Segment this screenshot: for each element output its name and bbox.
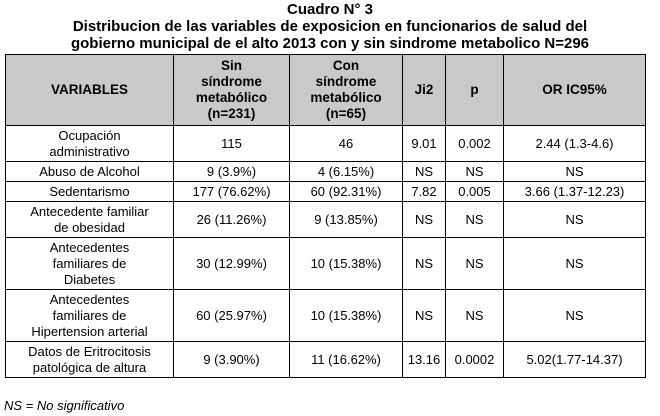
header-line: metabólico	[310, 90, 382, 105]
cell-p: NS	[446, 162, 504, 182]
cell-ji2: NS	[403, 162, 446, 182]
variable-line: administrativo	[49, 143, 130, 159]
cell-variable	[6, 290, 174, 342]
cell-con-sindrome: 60 (92.31%)	[290, 182, 403, 202]
cell-variable	[6, 238, 174, 290]
header-line: p	[470, 82, 479, 97]
cell-or-ic95: NS	[504, 162, 646, 182]
variable-line: Sedentarismo	[49, 183, 130, 199]
cell-con-sindrome: 9 (13.85%)	[290, 202, 403, 238]
cell-or-ic95: NS	[504, 290, 646, 342]
cell-ji2: 9.01	[403, 126, 446, 162]
cell-or-ic95: 3.66 (1.37-12.23)	[504, 182, 646, 202]
variable-line: Antecedentes	[49, 291, 130, 307]
cell-con-sindrome: 4 (6.15%)	[290, 162, 403, 182]
header-variables	[6, 55, 174, 126]
cell-ji2: 7.82	[403, 182, 446, 202]
caption-title-line-1: Distribucion de las variables de exposicion en funcionarios de salud del	[72, 18, 588, 35]
table-row	[6, 162, 646, 182]
header-con-sindrome	[290, 55, 403, 126]
variable-line: Diabetes	[63, 271, 116, 287]
table-row	[6, 202, 646, 238]
caption-label: Cuadro N° 3	[286, 1, 373, 18]
variable-line: Antecedentes	[49, 239, 130, 255]
cell-or-ic95: NS	[504, 202, 646, 238]
header-p	[446, 55, 504, 126]
variable-line: Ocupación	[58, 127, 121, 143]
header-line: Con	[332, 58, 360, 73]
header-sin-sindrome	[174, 55, 290, 126]
cell-or-ic95: 2.44 (1.3-4.6)	[504, 126, 646, 162]
header-line: VARIABLES	[50, 82, 128, 97]
table-row	[6, 290, 646, 342]
cell-con-sindrome: 10 (15.38%)	[290, 238, 403, 290]
cell-or-ic95: NS	[504, 238, 646, 290]
cell-sin-sindrome: 177 (76.62%)	[174, 182, 290, 202]
header-line: metabólico	[195, 90, 268, 105]
cell-sin-sindrome: 9 (3.90%)	[174, 342, 290, 378]
header-line: (n=65)	[325, 106, 367, 121]
cell-con-sindrome: 46	[290, 126, 403, 162]
header-ji2	[403, 55, 446, 126]
header-line: OR IC95%	[542, 82, 607, 97]
cell-sin-sindrome: 9 (3.9%)	[174, 162, 290, 182]
header-line: Sin	[220, 58, 242, 73]
table-row	[6, 182, 646, 202]
table-row	[6, 126, 646, 162]
cell-ji2: NS	[403, 238, 446, 290]
caption-title-line-2: gobierno municipal de el alto 2013 con y sin sindrome metabolico N=296	[70, 35, 590, 52]
cell-p: 0.002	[446, 126, 504, 162]
table-body	[6, 126, 646, 378]
cell-con-sindrome: 11 (16.62%)	[290, 342, 403, 378]
cell-p: NS	[446, 238, 504, 290]
cell-or-ic95: 5.02(1.77-14.37)	[504, 342, 646, 378]
variable-line: familiares de	[52, 255, 127, 271]
table-row	[6, 342, 646, 378]
cell-p: 0.005	[446, 182, 504, 202]
variable-line: patológica de altura	[32, 359, 147, 375]
header-line: síndrome	[201, 74, 262, 89]
header-line: (n=231)	[207, 106, 256, 121]
cell-variable	[6, 202, 174, 238]
cell-ji2: NS	[403, 202, 446, 238]
table-row	[6, 238, 646, 290]
variable-line: Hipertension arterial	[31, 323, 148, 339]
cell-ji2: 13.16	[403, 342, 446, 378]
variable-line: Datos de Eritrocitosis	[28, 343, 151, 359]
cell-sin-sindrome: 115	[174, 126, 290, 162]
table-header-row	[6, 55, 646, 126]
cell-sin-sindrome: 30 (12.99%)	[174, 238, 290, 290]
cell-sin-sindrome: 60 (25.97%)	[174, 290, 290, 342]
header-line: Ji2	[414, 82, 434, 97]
cell-ji2: NS	[403, 290, 446, 342]
cell-p: 0.0002	[446, 342, 504, 378]
cell-sin-sindrome: 26 (11.26%)	[174, 202, 290, 238]
footnote: NS = No significativo	[4, 398, 125, 413]
cell-variable	[6, 126, 174, 162]
header-line: síndrome	[315, 74, 377, 89]
header-or-ic95	[504, 55, 646, 126]
cell-variable	[6, 342, 174, 378]
cell-p: NS	[446, 202, 504, 238]
variable-line: Abuso de Alcohol	[39, 163, 140, 179]
data-table	[5, 54, 646, 378]
variable-line: de obesidad	[54, 219, 125, 235]
table-caption	[0, 0, 660, 52]
cell-variable	[6, 182, 174, 202]
cell-p: NS	[446, 290, 504, 342]
variable-line: Antecedente familiar	[30, 203, 149, 219]
variable-line: familiares de	[52, 307, 127, 323]
cell-con-sindrome: 10 (15.38%)	[290, 290, 403, 342]
cell-variable	[6, 162, 174, 182]
